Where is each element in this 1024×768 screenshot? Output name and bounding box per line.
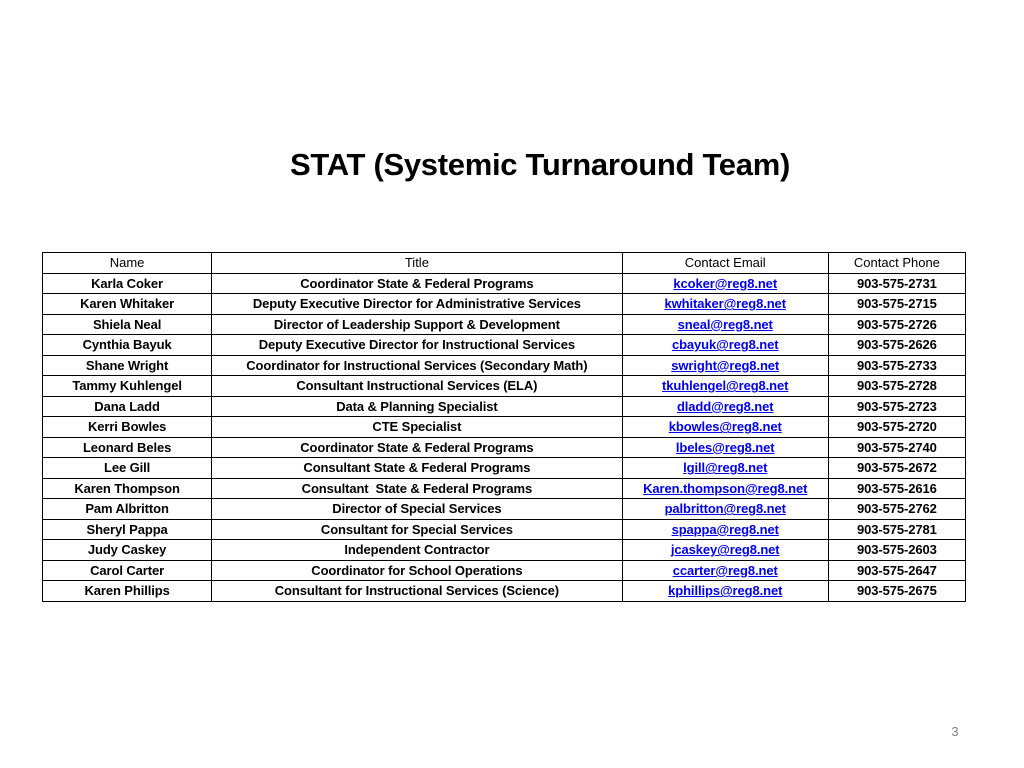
- cell-title: Coordinator for School Operations: [212, 560, 622, 581]
- cell-email: [622, 396, 828, 417]
- table-row: [43, 396, 966, 417]
- email-link[interactable]: kcoker@reg8.net: [673, 275, 778, 291]
- cell-title: Consultant State & Federal Programs: [212, 458, 622, 479]
- email-link[interactable]: kphillips@reg8.net: [668, 583, 783, 599]
- cell-name: Karen Whitaker: [43, 294, 212, 315]
- table-row: [43, 355, 966, 376]
- header-email: Contact Email: [622, 253, 828, 274]
- table-header-row: [43, 253, 966, 274]
- cell-title: Consultant for Special Services: [212, 519, 622, 540]
- cell-title: Coordinator State & Federal Programs: [212, 273, 622, 294]
- cell-email: [622, 273, 828, 294]
- cell-email: [622, 294, 828, 315]
- cell-name: Leonard Beles: [43, 437, 212, 458]
- cell-name: Carol Carter: [43, 560, 212, 581]
- table-row: [43, 437, 966, 458]
- cell-email: [622, 519, 828, 540]
- slide-title: STAT (Systemic Turnaround Team): [290, 147, 790, 182]
- cell-name: Dana Ladd: [43, 396, 212, 417]
- email-link[interactable]: tkuhlengel@reg8.net: [662, 378, 789, 394]
- cell-phone: 903-575-2723: [828, 396, 965, 417]
- cell-email: [622, 581, 828, 602]
- cell-phone: 903-575-2603: [828, 540, 965, 561]
- cell-title: Deputy Executive Director for Instructional Services: [212, 335, 622, 356]
- cell-name: Pam Albritton: [43, 499, 212, 520]
- cell-email: [622, 499, 828, 520]
- email-link[interactable]: swright@reg8.net: [671, 357, 780, 373]
- table-body: [43, 273, 966, 601]
- cell-name: Judy Caskey: [43, 540, 212, 561]
- cell-title: Consultant Instructional Services (ELA): [212, 376, 622, 397]
- email-link[interactable]: lgill@reg8.net: [683, 460, 768, 476]
- cell-phone: 903-575-2733: [828, 355, 965, 376]
- cell-email: [622, 314, 828, 335]
- cell-email: [622, 560, 828, 581]
- cell-email: [622, 355, 828, 376]
- table-row: [43, 499, 966, 520]
- cell-name: Shiela Neal: [43, 314, 212, 335]
- cell-name: Cynthia Bayuk: [43, 335, 212, 356]
- email-link[interactable]: spappa@reg8.net: [671, 521, 779, 537]
- cell-phone: 903-575-2726: [828, 314, 965, 335]
- table-row: [43, 478, 966, 499]
- table-row: [43, 581, 966, 602]
- cell-title: Deputy Executive Director for Administrative Services: [212, 294, 622, 315]
- cell-email: [622, 417, 828, 438]
- cell-title: Consultant State & Federal Programs: [212, 478, 622, 499]
- cell-email: [622, 458, 828, 479]
- cell-title: Director of Special Services: [212, 499, 622, 520]
- table-row: [43, 376, 966, 397]
- cell-phone: 903-575-2740: [828, 437, 965, 458]
- email-link[interactable]: lbeles@reg8.net: [675, 439, 775, 455]
- cell-email: [622, 335, 828, 356]
- cell-phone: 903-575-2647: [828, 560, 965, 581]
- page-number: 3: [951, 724, 959, 739]
- cell-email: [622, 478, 828, 499]
- cell-name: Karla Coker: [43, 273, 212, 294]
- cell-phone: 903-575-2675: [828, 581, 965, 602]
- table-row: [43, 458, 966, 479]
- email-link[interactable]: kbowles@reg8.net: [668, 419, 782, 435]
- cell-phone: 903-575-2616: [828, 478, 965, 499]
- email-link[interactable]: palbritton@reg8.net: [664, 501, 786, 517]
- header-phone: Contact Phone: [828, 253, 965, 274]
- email-link[interactable]: cbayuk@reg8.net: [671, 337, 779, 353]
- email-link[interactable]: kwhitaker@reg8.net: [664, 296, 786, 312]
- table-row: [43, 273, 966, 294]
- email-link[interactable]: ccarter@reg8.net: [672, 562, 778, 578]
- contact-table: [42, 252, 966, 602]
- header-title: Title: [212, 253, 622, 274]
- cell-phone: 903-575-2731: [828, 273, 965, 294]
- cell-name: Shane Wright: [43, 355, 212, 376]
- cell-phone: 903-575-2626: [828, 335, 965, 356]
- cell-name: Sheryl Pappa: [43, 519, 212, 540]
- table-row: [43, 540, 966, 561]
- email-link[interactable]: sneal@reg8.net: [677, 316, 773, 332]
- table-row: [43, 335, 966, 356]
- cell-phone: 903-575-2720: [828, 417, 965, 438]
- email-link[interactable]: dladd@reg8.net: [676, 398, 774, 414]
- table-row: [43, 519, 966, 540]
- cell-title: Consultant for Instructional Services (Science): [212, 581, 622, 602]
- cell-phone: 903-575-2715: [828, 294, 965, 315]
- cell-title: Coordinator State & Federal Programs: [212, 437, 622, 458]
- table-row: [43, 560, 966, 581]
- cell-title: Coordinator for Instructional Services (Secondary Math): [212, 355, 622, 376]
- cell-name: Kerri Bowles: [43, 417, 212, 438]
- table-row: [43, 417, 966, 438]
- cell-phone: 903-575-2781: [828, 519, 965, 540]
- table-row: [43, 314, 966, 335]
- cell-email: [622, 376, 828, 397]
- cell-email: [622, 437, 828, 458]
- email-link[interactable]: Karen.thompson@reg8.net: [643, 480, 808, 496]
- cell-phone: 903-575-2672: [828, 458, 965, 479]
- cell-name: Lee Gill: [43, 458, 212, 479]
- cell-phone: 903-575-2762: [828, 499, 965, 520]
- cell-name: Karen Phillips: [43, 581, 212, 602]
- cell-title: Data & Planning Specialist: [212, 396, 622, 417]
- cell-title: Director of Leadership Support & Development: [212, 314, 622, 335]
- email-link[interactable]: jcaskey@reg8.net: [670, 542, 780, 558]
- table-row: [43, 294, 966, 315]
- cell-name: Tammy Kuhlengel: [43, 376, 212, 397]
- cell-name: Karen Thompson: [43, 478, 212, 499]
- cell-title: CTE Specialist: [212, 417, 622, 438]
- cell-phone: 903-575-2728: [828, 376, 965, 397]
- cell-title: Independent Contractor: [212, 540, 622, 561]
- cell-email: [622, 540, 828, 561]
- header-name: Name: [43, 253, 212, 274]
